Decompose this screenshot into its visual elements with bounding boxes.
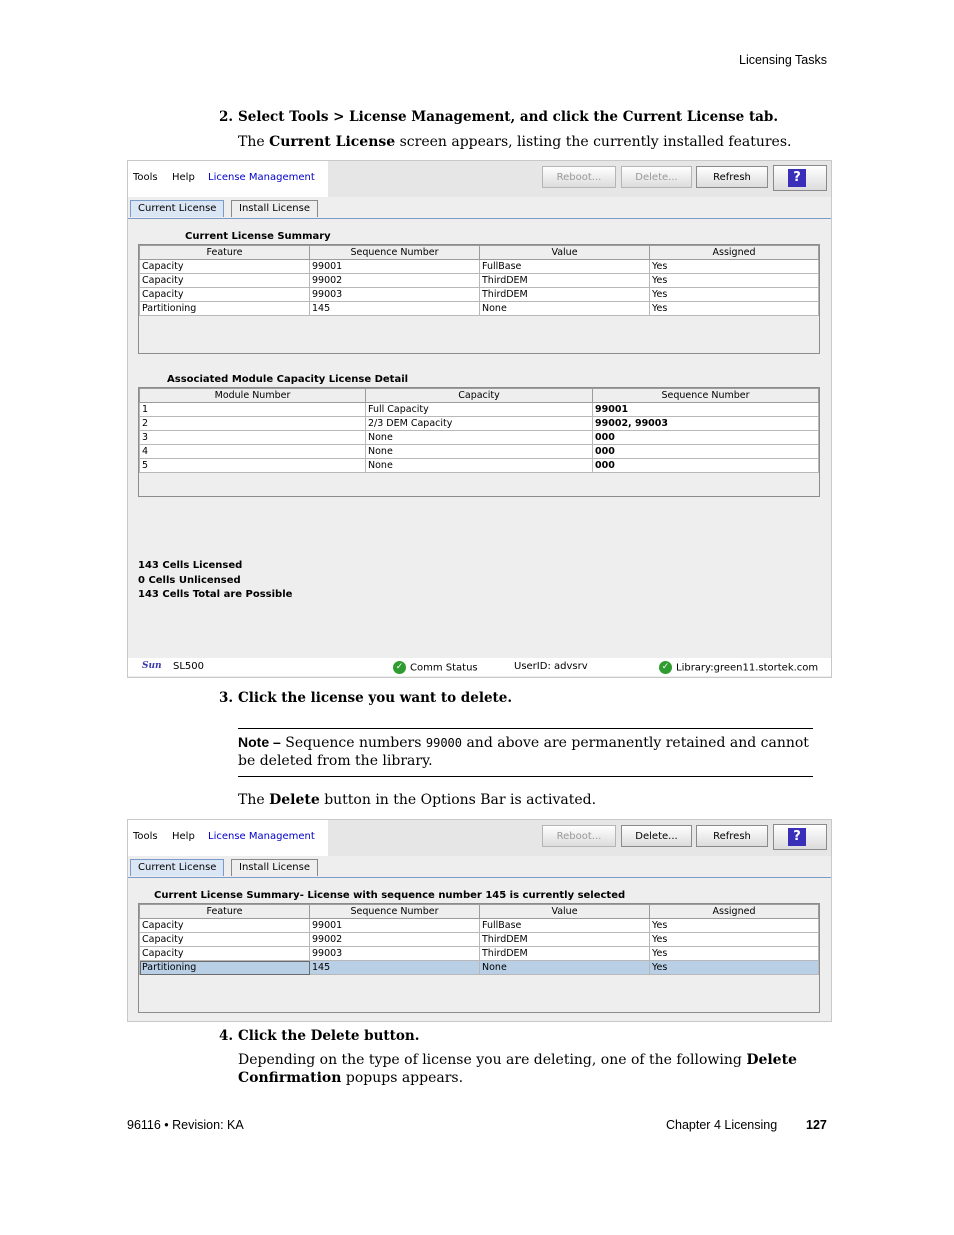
screenshot-selected-license	[127, 819, 832, 1022]
table-cell: 000	[593, 431, 819, 445]
note: Note – Sequence numbers 99000 and above are permanently retained and cannot be deleted from the library.	[238, 734, 809, 769]
column-header[interactable]: Feature	[140, 246, 310, 260]
reboot-button[interactable]: Reboot...	[542, 166, 616, 188]
step-2-title: Select Tools > License Management, and click the Current License tab.	[238, 109, 779, 125]
status-bar	[128, 658, 831, 676]
column-header[interactable]: Feature	[140, 905, 310, 919]
column-header[interactable]: Assigned	[650, 905, 819, 919]
cells-total: 143 Cells Total are Possible	[138, 589, 293, 600]
step-4-title: Click the Delete button.	[238, 1028, 420, 1044]
table-cell: Partitioning	[140, 961, 310, 975]
table-cell: None	[366, 431, 593, 445]
menu-help[interactable]: Help	[172, 831, 195, 842]
table-cell: 99001	[310, 260, 480, 274]
table-cell: Yes	[650, 961, 819, 975]
table-row[interactable]	[140, 417, 819, 431]
table-row[interactable]	[140, 302, 819, 316]
table-cell: None	[480, 961, 650, 975]
column-header[interactable]: Assigned	[650, 246, 819, 260]
table-cell: None	[366, 459, 593, 473]
menu-help[interactable]: Help	[172, 172, 195, 183]
table-row[interactable]	[140, 274, 819, 288]
table-row[interactable]	[140, 431, 819, 445]
table-row[interactable]	[140, 288, 819, 302]
table-cell: FullBase	[480, 260, 650, 274]
table-cell: ThirdDEM	[480, 288, 650, 302]
table-cell: 5	[140, 459, 366, 473]
table-cell: 99002, 99003	[593, 417, 819, 431]
table-cell: 000	[593, 445, 819, 459]
step-2-body: The Current License screen appears, listing the currently installed features.	[238, 134, 792, 150]
column-header[interactable]: Value	[480, 246, 650, 260]
table-cell: Capacity	[140, 288, 310, 302]
summary-title: Current License Summary- License with sequence number 145 is currently selected	[154, 890, 626, 901]
sun-logo: Sun	[142, 661, 162, 671]
options-bar	[328, 820, 831, 856]
menu-tools[interactable]: Tools	[133, 831, 158, 842]
note-top-rule	[238, 728, 813, 729]
table-cell: Full Capacity	[366, 403, 593, 417]
summary-table	[139, 245, 819, 316]
table-row[interactable]	[140, 933, 819, 947]
table-cell: 145	[310, 302, 480, 316]
refresh-button[interactable]: Refresh	[696, 166, 768, 188]
delete-button[interactable]: Delete...	[621, 825, 692, 847]
table-cell: ThirdDEM	[480, 933, 650, 947]
table-cell: 000	[593, 459, 819, 473]
step-3-title: Click the license you want to delete.	[238, 690, 513, 706]
column-header[interactable]: Module Number	[140, 389, 366, 403]
note-bottom-rule	[238, 776, 813, 777]
summary-table	[139, 904, 819, 975]
table-cell: 2/3 DEM Capacity	[366, 417, 593, 431]
tab-current-license[interactable]: Current License	[130, 200, 224, 217]
table-row[interactable]	[140, 961, 819, 975]
check-icon: ✓	[659, 661, 672, 674]
column-header[interactable]: Sequence Number	[310, 905, 480, 919]
table-cell: ThirdDEM	[480, 947, 650, 961]
table-row[interactable]	[140, 260, 819, 274]
comm-status: ✓ Comm Status	[393, 661, 478, 674]
refresh-button[interactable]: Refresh	[696, 825, 768, 847]
running-head: Licensing Tasks	[739, 53, 828, 67]
step-4-body: Depending on the type of license you are deleting, one of the following Delete Confirmation popups appears.	[238, 1052, 797, 1086]
delete-button[interactable]: Delete...	[621, 166, 692, 188]
tab-install-license[interactable]: Install License	[231, 859, 318, 876]
column-header[interactable]: Sequence Number	[593, 389, 819, 403]
table-cell: FullBase	[480, 919, 650, 933]
table-cell: Capacity	[140, 947, 310, 961]
library-host: ✓ Library:green11.stortek.com	[659, 661, 818, 674]
cells-unlicensed: 0 Cells Unlicensed	[138, 575, 241, 586]
table-cell: 99001	[310, 919, 480, 933]
table-cell: Yes	[650, 302, 819, 316]
table-cell: 99002	[310, 933, 480, 947]
delete-paragraph: The Delete button in the Options Bar is activated.	[238, 792, 597, 808]
user-id: UserID: advsrv	[514, 661, 588, 672]
table-row[interactable]	[140, 445, 819, 459]
reboot-button[interactable]: Reboot...	[542, 825, 616, 847]
table-cell: 3	[140, 431, 366, 445]
table-cell: Capacity	[140, 933, 310, 947]
table-cell: Capacity	[140, 919, 310, 933]
table-cell: 99002	[310, 274, 480, 288]
table-row[interactable]	[140, 403, 819, 417]
table-row[interactable]	[140, 947, 819, 961]
menu-license-management[interactable]: License Management	[208, 831, 315, 842]
table-cell: Capacity	[140, 260, 310, 274]
menu-bar	[128, 161, 328, 197]
help-icon: ?	[788, 828, 806, 846]
summary-title: Current License Summary	[185, 231, 331, 242]
column-header[interactable]: Value	[480, 905, 650, 919]
module-table	[139, 388, 819, 473]
column-header[interactable]: Capacity	[366, 389, 593, 403]
table-cell: None	[480, 302, 650, 316]
tab-strip	[128, 198, 831, 219]
column-header[interactable]: Sequence Number	[310, 246, 480, 260]
footer-chapter: Chapter 4 Licensing	[666, 1118, 778, 1132]
table-cell: Yes	[650, 260, 819, 274]
help-button[interactable]	[773, 165, 827, 191]
table-cell: 99003	[310, 288, 480, 302]
table-cell: 145	[310, 961, 480, 975]
tab-install-license[interactable]: Install License	[231, 200, 318, 217]
table-cell: 4	[140, 445, 366, 459]
check-icon: ✓	[393, 661, 406, 674]
module-detail-title: Associated Module Capacity License Detail	[167, 374, 409, 385]
options-bar	[328, 161, 831, 197]
footer-page-number: 127	[806, 1118, 827, 1132]
step-4-number: 4.	[219, 1028, 234, 1044]
table-cell: Yes	[650, 274, 819, 288]
screenshot-current-license	[127, 160, 832, 678]
menu-license-management[interactable]: License Management	[208, 172, 315, 183]
menu-bar	[128, 820, 328, 856]
tab-strip	[128, 857, 831, 878]
table-cell: Partitioning	[140, 302, 310, 316]
help-button[interactable]	[773, 824, 827, 850]
table-cell: Yes	[650, 933, 819, 947]
help-icon: ?	[788, 169, 806, 187]
table-cell: ThirdDEM	[480, 274, 650, 288]
table-cell: Yes	[650, 919, 819, 933]
step-3-number: 3.	[219, 690, 234, 706]
table-cell: 99001	[593, 403, 819, 417]
table-cell: 99003	[310, 947, 480, 961]
cells-licensed: 143 Cells Licensed	[138, 560, 243, 571]
tab-current-license[interactable]: Current License	[130, 859, 224, 876]
table-cell: None	[366, 445, 593, 459]
table-cell: 2	[140, 417, 366, 431]
table-cell: Yes	[650, 288, 819, 302]
menu-tools[interactable]: Tools	[133, 172, 158, 183]
table-cell: Capacity	[140, 274, 310, 288]
table-cell: 1	[140, 403, 366, 417]
table-row[interactable]	[140, 459, 819, 473]
library-model: SL500	[173, 661, 205, 672]
footer-doc-revision: 96116 • Revision: KA	[127, 1118, 244, 1132]
step-2-number: 2.	[219, 109, 234, 125]
table-row[interactable]	[140, 919, 819, 933]
table-cell: Yes	[650, 947, 819, 961]
